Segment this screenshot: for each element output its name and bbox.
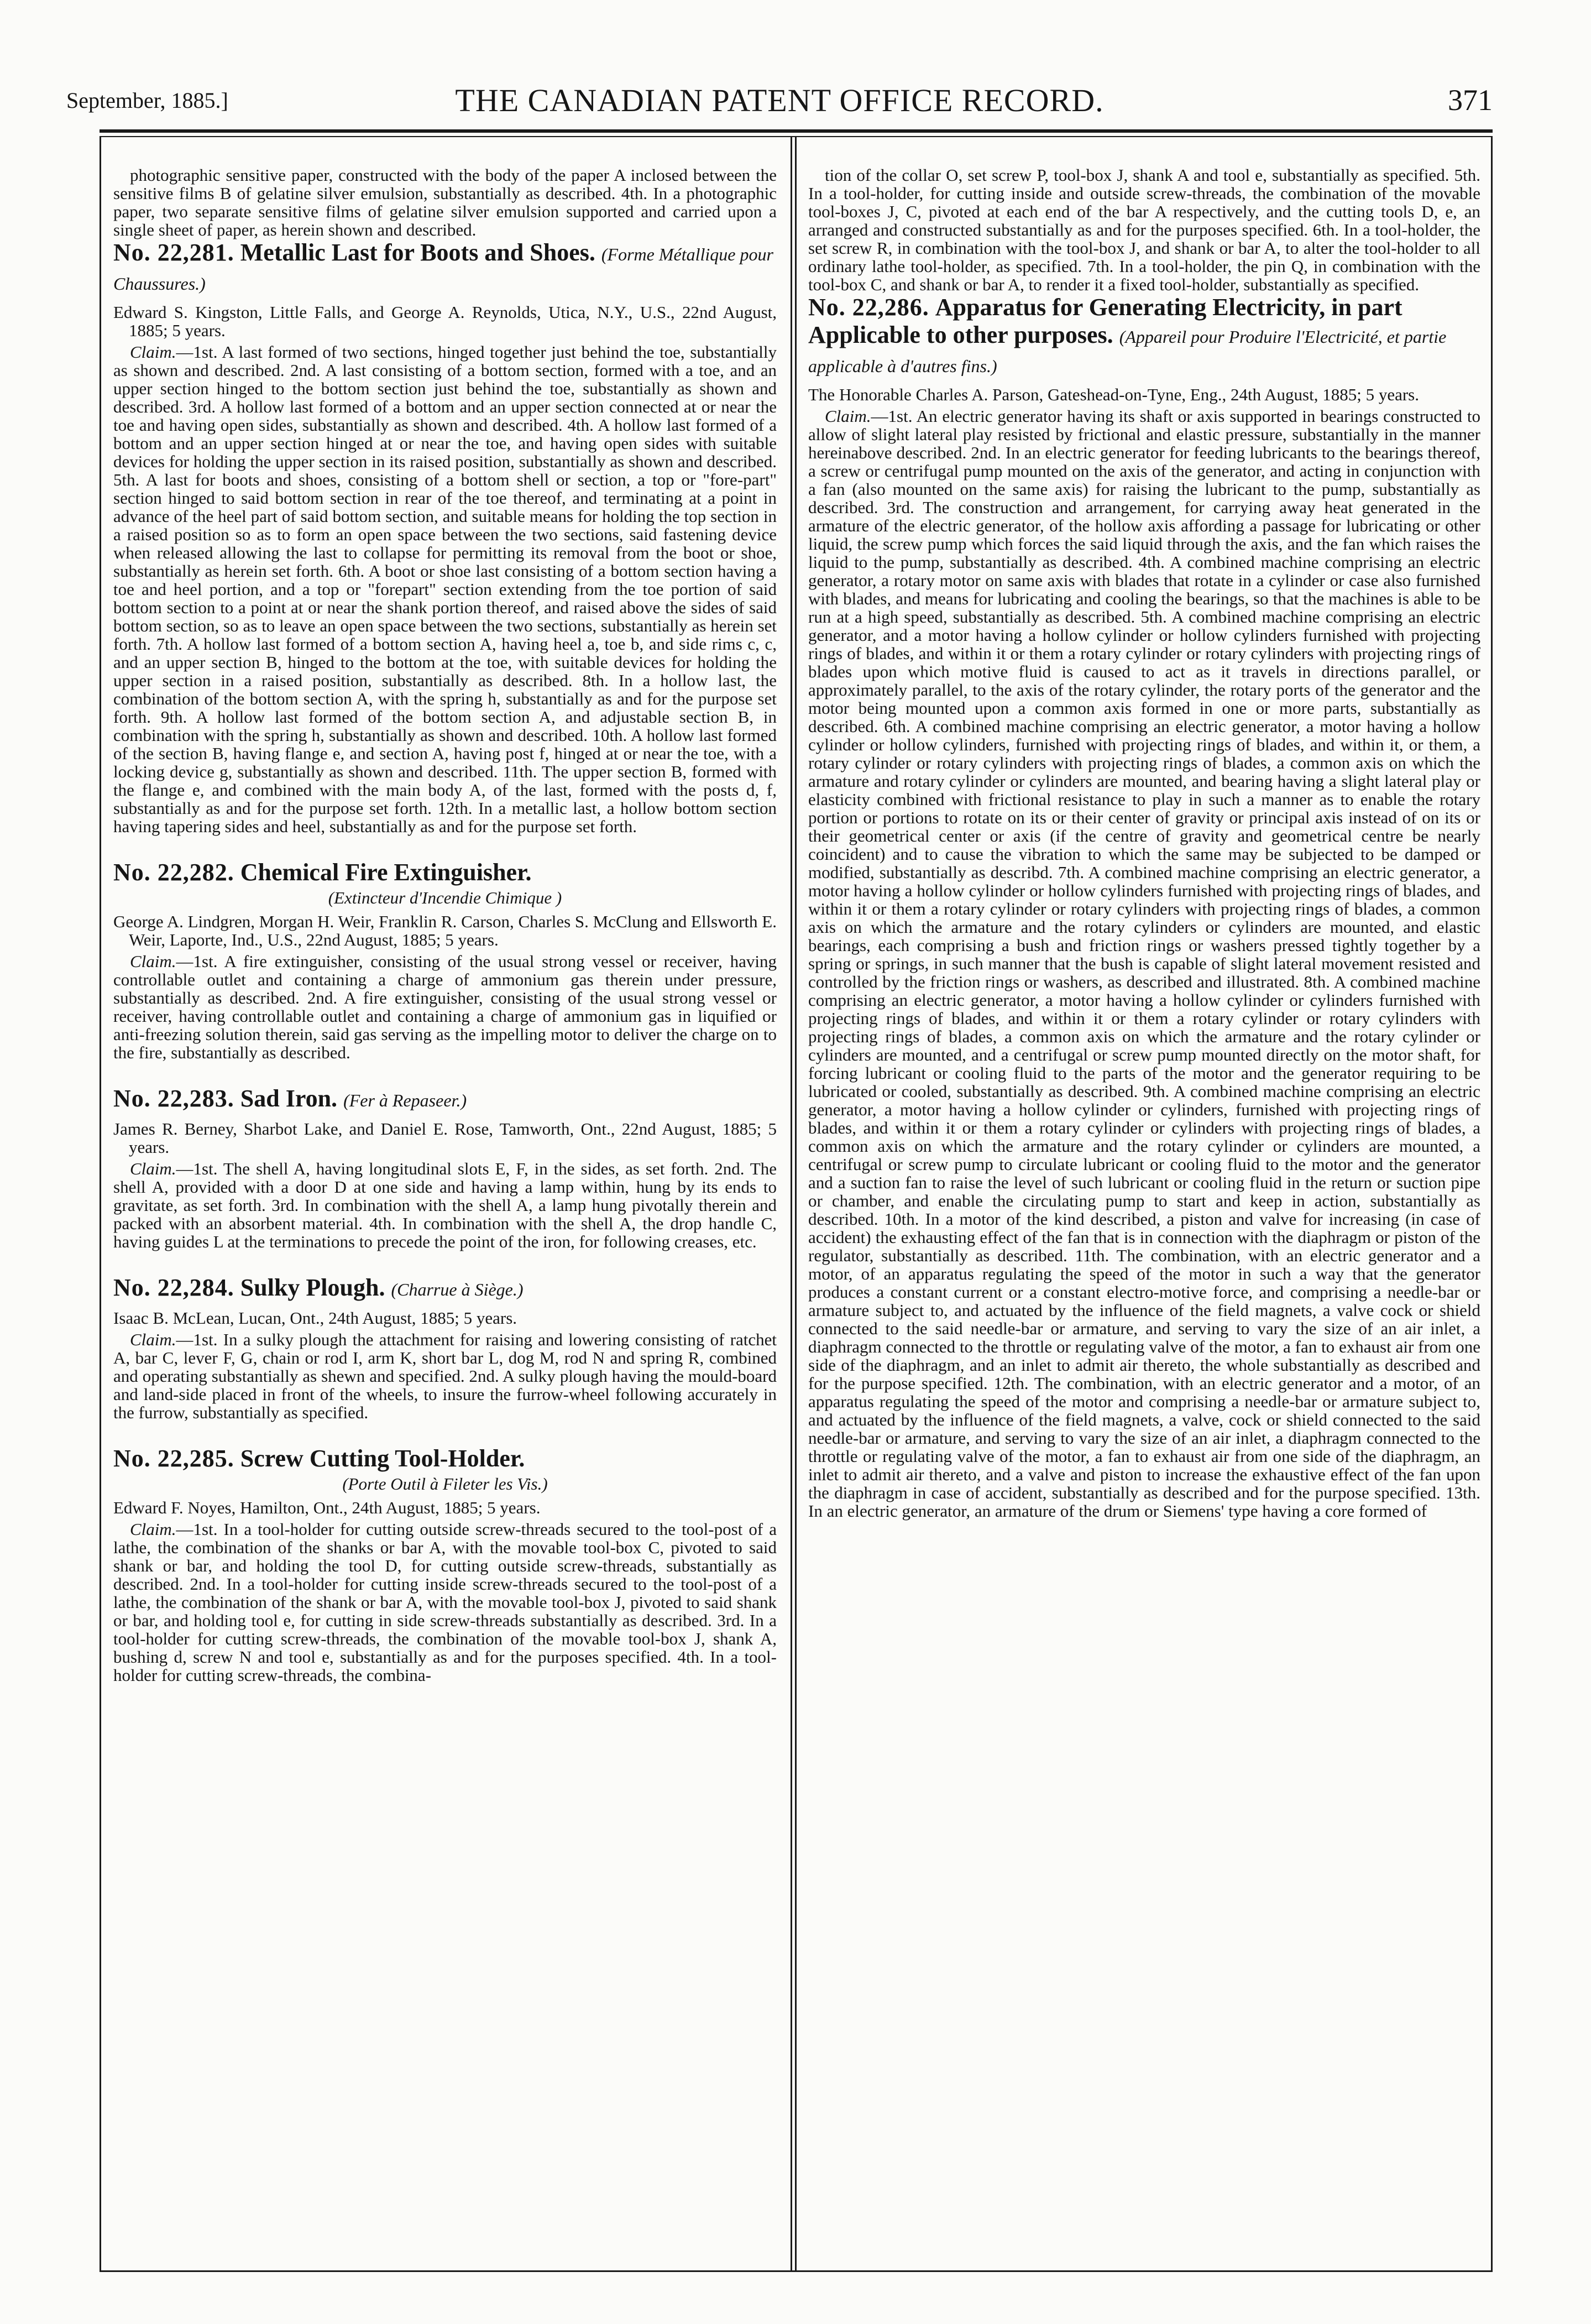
claim-text: —1st. A fire extinguisher, consisting of the usual strong vessel or receiver, having controllable outlet and containing a charge of ammonium gas therein under pressure, substantially as described. 2nd. A fire extinguisher, consisting of the usual strong vessel or receiver, having controllable outlet and containing a charge of ammonium gas in liquified or anti-freezing solution therein, said gas serving as the impelling motor to deliver the charge on to the fire, substantially as described. (113, 952, 777, 1062)
page-number: 371 (1448, 83, 1493, 117)
patent-claims (113, 1520, 777, 1684)
top-rule (100, 129, 1493, 133)
patent-entry-22285 (113, 1445, 777, 1684)
claim-label: Claim. (130, 1159, 176, 1178)
patent-title: Chemical Fire Extinguisher. (240, 859, 532, 886)
running-head (66, 82, 1493, 118)
claim-text: —1st. The shell A, having longitudinal slots E, F, in the sides, as set forth. 2nd. The shell A, provided with a door D at one side and having a lamp within, hung by its ends to gravitate, as set forth. 3rd. In combination with the shell A, a lamp hung pivotally therein and packed with an absorbent material. 4th. In combination with the shell A, the drop handle C, having guides L at the terminations to precede the point of the iron, for following creases, etc. (113, 1159, 777, 1251)
patent-heading (113, 239, 777, 297)
patent-claims (113, 1160, 777, 1251)
patent-entry-22282 (113, 859, 777, 1062)
patent-number: No. 22,285. (113, 1445, 234, 1472)
patent-title: Apparatus for Generating Electricity, in part Applicable to other purposes. (808, 294, 1402, 348)
left-column (113, 166, 777, 2262)
patent-french-title: (Extincteur d'Incendie Chimique ) (328, 888, 562, 907)
patent-title: Sad Iron. (240, 1085, 338, 1112)
patent-inventors: Edward F. Noyes, Hamilton, Ont., 24th August, 1885; 5 years. (113, 1498, 541, 1517)
publication-title: THE CANADIAN PATENT OFFICE RECORD. (455, 82, 1104, 118)
patent-claims (113, 952, 777, 1062)
patent-title: Screw Cutting Tool-Holder. (240, 1445, 525, 1472)
patent-french-title: (Porte Outil à Fileter les Vis.) (342, 1474, 548, 1493)
left-border-rule (100, 136, 101, 2271)
claim-text: —1st. A last formed of two sections, hinged together just behind the toe, substantially as shown and described. 2nd. A last consisting of a bottom section, formed with a toe, and an upper section hinged to the bottom section just behind the toe, substantially as shown and described. 3rd. A hollow last formed of a bottom and an upper section connected at or near the toe and having open sides, substantially as shown and described. 4th. A hollow last formed of a bottom and an upper section hinged at or near the toe, and having open sides with suitable devices for holding the upper section in its raised position, substantially as shown and described. 5th. A last for boots and shoes, consisting of a bottom shell or section, a top or "fore-part" section hinged to said bottom section in rear of the toe thereof, and terminating at a point in advance of the heel part of said bottom section, and suitable means for holding the top section in a raised position so as to form an open space between the two sections, said fastening device when released allowing the last to collapse for permitting its removal from the boot or shoe, substantially as herein set forth. 6th. A boot or shoe last consisting of a bottom section having a toe and heel portion, and a top or "forepart" section extending from the toe portion of said bottom section to a point at or near the shank portion thereof, and raised above the sides of said bottom section, so as to leave an open space between the two sections, substantially as herein set forth. 7th. A hollow last formed of a bottom section A, having heel a, toe b, and side rims c, c, and an upper section B, hinged to the bottom at the toe, with suitable devices for holding the upper section in a raised position, substantially as described. 8th. In a hollow last, the combination of the bottom section A, with the spring h, substantially as and for the purpose set forth. 9th. A hollow last formed of the bottom section A, and adjustable section B, in combination with the spring h, substantially as shown and described. 10th. A hollow last formed of the section B, having flange e, and section A, having post f, hinged at or near the toe, with a locking device g, substantially as shown and described. 11th. The upper section B, formed with the flange e, and combined with the main body A, of the last, formed with the posts d, f, substantially as and for the purpose set forth. 12th. In a metallic last, a hollow bottom section having tapering sides and heel, substantially as and for the purpose set forth. (113, 342, 777, 836)
bottom-rule (100, 2270, 1493, 2272)
issue-date: September, 1885.] (66, 88, 228, 113)
right-border-rule (1491, 136, 1493, 2271)
patent-french-title: (Appareil pour Produire l'Electricité, et partie applicable à d'autres fins.) (808, 327, 1447, 376)
patent-french-title: (Fer à Repaseer.) (343, 1090, 467, 1110)
patent-inventors: James R. Berney, Sharbot Lake, and Daniel E. Rose, Tamworth, Ont., 22nd August, 1885; 5 years. (113, 1119, 777, 1157)
patent-heading (113, 1274, 777, 1303)
patent-inventors: Edward S. Kingston, Little Falls, and George A. Reynolds, Utica, N.Y., U.S., 22nd August, 1885; 5 years. (113, 302, 777, 340)
patent-entry-22286 (808, 294, 1480, 1520)
patent-heading (113, 1085, 777, 1114)
patent-heading (808, 294, 1480, 380)
claim-text: —1st. In a tool-holder for cutting outside screw-threads secured to the tool-post of a lathe, the combination of the shanks or bar A, with the movable tool-box C, pivoted to said shank or bar, and holding the tool D, for cutting outside screw-threads, substantially as described. 2nd. In a tool-holder for cutting inside screw-threads secured to the tool-post of a lathe, the combination of the shank or bar A, with the movable tool-box J, pivoted to said shank or bar, and holding tool e, for cutting in side screw-threads substantially as described. 3rd. In a tool-holder for cutting screw-threads, the combination of the movable tool-box J, shank A, bushing d, screw N and tool e, substantially as and for the purposes specified. 4th. In a tool-holder for cutting screw-threads, the combina- (113, 1519, 777, 1685)
claim-label: Claim. (130, 952, 176, 971)
column-divider-rule (795, 136, 797, 2271)
patent-inventors: George A. Lindgren, Morgan H. Weir, Franklin R. Carson, Charles S. McClung and Ellsworth E. Weir, Laporte, Ind., U.S., 22nd August, 1885; 5 years. (113, 912, 777, 949)
patent-number: No. 22,284. (113, 1274, 234, 1301)
patent-claims (113, 1330, 777, 1422)
patent-title: Metallic Last for Boots and Shoes. (240, 239, 595, 266)
claim-label: Claim. (130, 1519, 176, 1539)
patent-heading (113, 859, 777, 886)
patent-inventors: The Honorable Charles A. Parson, Gateshead-on-Tyne, Eng., 24th August, 1885; 5 years. (808, 385, 1419, 404)
patent-entry-22283 (113, 1085, 777, 1251)
claim-label: Claim. (825, 406, 871, 426)
patent-entry-22281 (113, 239, 777, 835)
claim-text: —1st. In a sulky plough the attachment for raising and lowering consisting of ratchet A, bar C, lever F, G, chain or rod I, arm K, short bar L, dog M, rod N and spring R, combined and operating substantially as shewn and specified. 2nd. A sulky plough having the mould-board and land-side placed in front of the wheels, to insure the furrow-wheel following accurately in the furrow, substantially as specified. (113, 1330, 777, 1422)
patent-french-title: (Forme Métallique pour Chaussures.) (113, 244, 773, 294)
column-divider-rule (791, 136, 792, 2271)
patent-claims (808, 407, 1480, 1520)
patent-title: Sulky Plough. (240, 1274, 385, 1301)
continuation-text: photographic sensitive paper, constructed with the body of the paper A inclosed between the sensitive films B of gelatine silver emulsion, substantially as described. 4th. In a photographic paper, two separate sensitive films of gelatine silver emulsion supported and carried upon a single sheet of paper, as herein shown and described. (113, 166, 777, 239)
patent-number: No. 22,281. (113, 239, 234, 266)
claim-label: Claim. (130, 1330, 176, 1349)
right-column (808, 166, 1480, 2262)
patent-claims (113, 343, 777, 835)
patent-number: No. 22,283. (113, 1085, 234, 1112)
patent-entry-22284 (113, 1274, 777, 1422)
continuation-text: tion of the collar O, set screw P, tool-box J, shank A and tool e, substantially as specified. 5th. In a tool-holder, for cutting inside and outside screw-threads, the combination of the movable tool-boxes J, C, pivoted at each end of the bar A respectively, and the cutting tools D, e, an arranged and constructed substantially as and for the purposes specified. 6th. In a tool-holder, the set screw R, in combination with the tool-box J, and shank or bar A, to alter the tool-holder to all ordinary lathe tool-holder, as specified. 7th. In a tool-holder, the pin Q, in combination with the tool-box C, and shank or bar A, to render it a fixed tool-holder, substantially as specified. (808, 166, 1480, 294)
claim-label: Claim. (130, 342, 176, 362)
claim-text: —1st. An electric generator having its shaft or axis supported in bearings constructed to allow of slight lateral play resisted by frictional and elastic pressure, substantially in the manner hereinabove described. 2nd. In an electric generator for feeding lubricants to the bearings thereof, a screw or centrifugal pump mounted on the axis of the generator, and acting in conjunction with a fan (also mounted on the same axis) for raising the lubricant to the pump, substantially as described. 3rd. The construction and arrangement, for carrying away heat generated in the armature of the electric generator, of the hollow axis affording a passage for lubricating or other liquid, the screw pump which forces the said liquid through the axis, and the fan which raises the liquid to the pump, substantially as described. 4th. A combined machine comprising an electric generator, a rotary motor on same axis with blades that rotate in a cylinder or case also furnished with blades, and means for lubricating and cooling the bearings, so that the machines is able to be run at a high speed, substantially as described. 5th. A combined machine comprising an electric generator, and a motor having a hollow cylinder or hollow cylinders furnished with projecting rings of blades, and within it or them a rotary cylinder or rotary cylinders with projecting rings of blades upon which motive fluid is caused to act as it travels in directions parallel, or approximately parallel, to the axis of the rotary cylinder, the rotary ports of the generator and the motor being mounted upon a common axis formed in one or more parts, substantially as described. 6th. A combined machine comprising an electric generator, a motor having a hollow cylinder or hollow cylinders, furnished with projecting rings of blades, and within it, or them, a rotary cylinder or rotary cylinders with projecting rings of blades, a common axis on which the armature and rotary cylinder or cylinders are mounted, and bearing having a slight lateral play or elasticity combined with frictional resistance to play in such a manner as to enable the rotary portion or portions to rotate on its or their center of gravity or principal axis instead of on its or their geometrical center or axis (if the centre of gravity and geometrical centre be nearly coincident) and to cause the vibration to which the same may be subjected to be damped or modified, substantially as describd. 7th. A combined machine comprising an electric generator, a motor having a hollow cylinder or hollow cylinders furnished with projecting rings of blades, and within it or them a rotary cylinder or rotary cylinders with projecting rings of blades, a common axis on which the armature and the rotary cylinders or cylinders are mounted, and elastic bearings, each comprising a bush and friction rings or washers pressed tightly together by a spring or springs, in such manner that the bush is capable of slight lateral movement resisted and controlled by the friction rings or washers, as described and illustrated. 8th. A combined machine comprising an electric generator, a motor having a hollow cylinder or cylinders furnished with projecting rings of blades, and within it or them a rotary cylinder or rotary cylinders with projecting rings of blades, a common axis on which the armature and the rotary cylinder or cylinders are mounted, and a centrifugal or screw pump mounted directly on the motor shaft, for forcing lubricant or cooling fluid to the parts of the motor and the generator requiring to be lubricated or cooled, substantially as described. 9th. A combined machine comprising an electric generator, a motor having a hollow cylinder or cylinders, furnished with projecting rings of blades, and within it or them a rotary cylinder or cylinders with projecting rings of blades, a common axis on which the armature and the rotary cylinder or cylinders are mounted, a centrifugal or screw pump to circulate lubricant or cooling fluid to the motor and the generator and a suction fan to raise the level of such lubricant or cooling fluid in the return or suction pipe or chamber, and enable the circulating pump to start and keep in action, substantially as described. 10th. In a motor of the kind described, a piston and valve for increasing (in case of accident) the exhausting effect of the fan that is in connection with the diaphragm or piston of the regulator, substantially as described. 11th. The combination, with an electric generator and a motor, of an apparatus regulating the speed of the motor in such a way that the generator produces a constant current or a constant electro-motive force, and comprising a needle-bar or armature subject to, and actuated by the influence of the field magnets, a valve cock or shield connected to the said needle-bar or armature, and serving to vary the size of an air inlet, a diaphragm connected to the throttle or regulating valve of the motor, a fan to exhaust air from one side of the diaphragm, and an inlet to admit air thereto, the whole substantially as described and for the purpose specified. 12th. The combination, with an electric generator and a motor, of an apparatus regulating the speed of the motor and comprising a needle-bar or armature subject to, and actuated by the influence of the field magnets, a valve, cock or shield connected to the said needle-bar or armature, and serving to vary the size of an air inlet, a diaphragm connected to the throttle or regulating valve of the motor, a fan to exhaust air from one side of the diaphragm, an inlet to admit air thereto, and a valve and piston to increase the exhaustive effect of the fan upon the diaphragm in case of accident, substantially as described and for the purpose specified. 13th. In an electric generator, an armature of the drum or Siemens' type having a core formed of (808, 406, 1480, 1521)
patent-heading (113, 1445, 777, 1472)
patent-french-title: (Charrue à Siège.) (391, 1279, 524, 1299)
patent-number: No. 22,282. (113, 859, 234, 886)
patent-number: No. 22,286. (808, 294, 929, 321)
patent-inventors: Isaac B. McLean, Lucan, Ont., 24th August, 1885; 5 years. (113, 1308, 517, 1328)
